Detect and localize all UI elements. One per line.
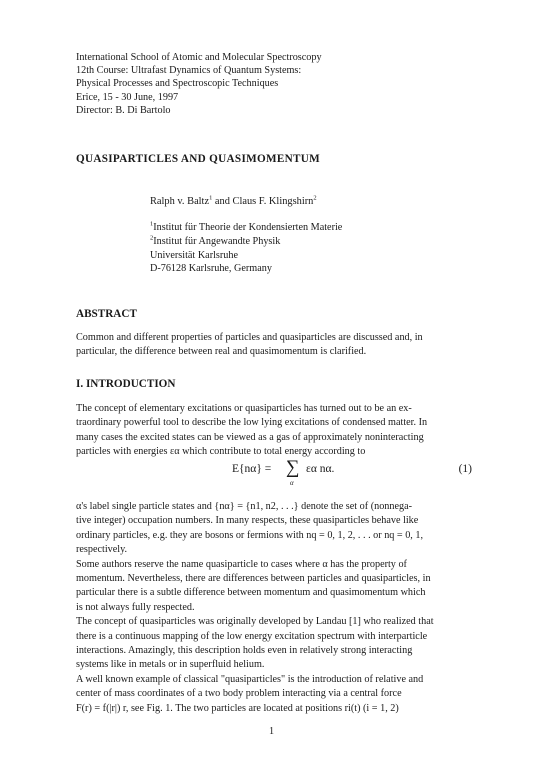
text-line: ordinary particles, e.g. they are bosons or fermions with nq = 0, 1, 2, . . . or nq = 0, 1, [76,529,424,541]
text-line: A well known example of classical "quasiparticles" is the introduction of relative and [76,673,424,685]
text-line: The concept of quasiparticles was originally developed by Landau [1] who realized that [76,616,434,628]
text-line: systems like in metals or in superfluid helium. [76,659,265,671]
text-line: traordinary powerful tool to describe the low lying excitations of condensed matter. In [76,417,428,429]
equation-rhs: εα nα. [306,463,335,475]
affiliations [150,221,342,276]
author-superscript: 1 [209,194,213,202]
summation-index: α [290,479,294,487]
paper-title: QUASIPARTICLES AND QUASIMOMENTUM [76,153,320,165]
text-line: Common and different properties of particles and quasiparticles are discussed and, in [76,332,423,343]
text-line: many cases the excited states can be viewed as a gas of approximately noninteracting [76,431,424,443]
affiliation-line [150,262,342,276]
affiliation-text: Institut für Angewandte Physik [153,235,281,247]
affiliation-superscript: 2 [150,234,154,242]
equation-1 [76,458,472,492]
text-line: α's label single particle states and {nα} = {n1, n2, . . .} denote the set of (nonnega- [76,501,412,512]
equation-lhs: E{nα} = [232,463,272,475]
main-body [76,500,472,716]
text-line: there is a continuous mapping of the low energy excitation spectrum with interparticle [76,630,428,642]
introduction-heading: I. INTRODUCTION [76,378,176,390]
summation-symbol: ∑ [286,457,300,478]
affiliation-line [150,221,342,235]
introduction-body [76,402,472,460]
affiliation-line [150,235,342,249]
text-line: The concept of elementary excitations or quasiparticles has turned out to be an ex- [76,403,412,414]
text-line: center of mass coordinates of a two body problem interacting via a central force [76,688,402,700]
affiliation-text: Universität Karlsruhe [150,249,238,261]
header-line: 12th Course: Ultrafast Dynamics of Quantum Systems: [76,65,302,77]
author-line [150,196,317,207]
affiliation-text: D-76128 Karlsruhe, Germany [150,263,272,275]
header-line: International School of Atomic and Molecular Spectroscopy [76,52,322,63]
text-line: particles with energies εα which contribute to total energy according to [76,446,366,458]
author-name: Claus F. Klingshirn [232,196,314,207]
author-conjunction: and [212,196,233,207]
text-line: interactions. Amazingly, this description holds even in relatively strong interacting [76,645,413,657]
author-superscript: 2 [313,194,317,202]
affiliation-text: Institut für Theorie der Kondensierten Materie [153,222,343,233]
text-line: tive integer) occupation numbers. In many respects, these quasiparticles behave like [76,515,419,527]
text-line: particular, the difference between real and quasimomentum is clarified. [76,346,367,358]
page-number: 1 [268,726,275,737]
author-name: Ralph v. Baltz [150,196,210,207]
text-line: respectively. [76,544,128,556]
text-line: Some authors reserve the name quasiparticle to cases where α has the property of [76,558,407,570]
abstract-body [76,331,472,360]
text-line: particular there is a subtle difference between momentum and quasimomentum which [76,587,426,599]
equation-number: (1) [458,463,472,475]
conference-header [76,51,322,117]
affiliation-line [150,249,342,263]
text-line: is not always fully respected. [76,601,195,613]
text-line: momentum. Nevertheless, there are differences between particles and quasiparticles, in [76,573,431,585]
header-line: Physical Processes and Spectroscopic Techniques [76,78,279,90]
header-line: Director: B. Di Bartolo [76,104,171,116]
affiliation-superscript: 1 [150,220,154,228]
abstract-heading: ABSTRACT [76,308,137,320]
header-line: Erice, 15 - 30 June, 1997 [76,91,179,103]
text-line: F(r) = f(|r|) r, see Fig. 1. The two particles are located at positions ri(t) (i = 1, 2) [76,702,399,714]
